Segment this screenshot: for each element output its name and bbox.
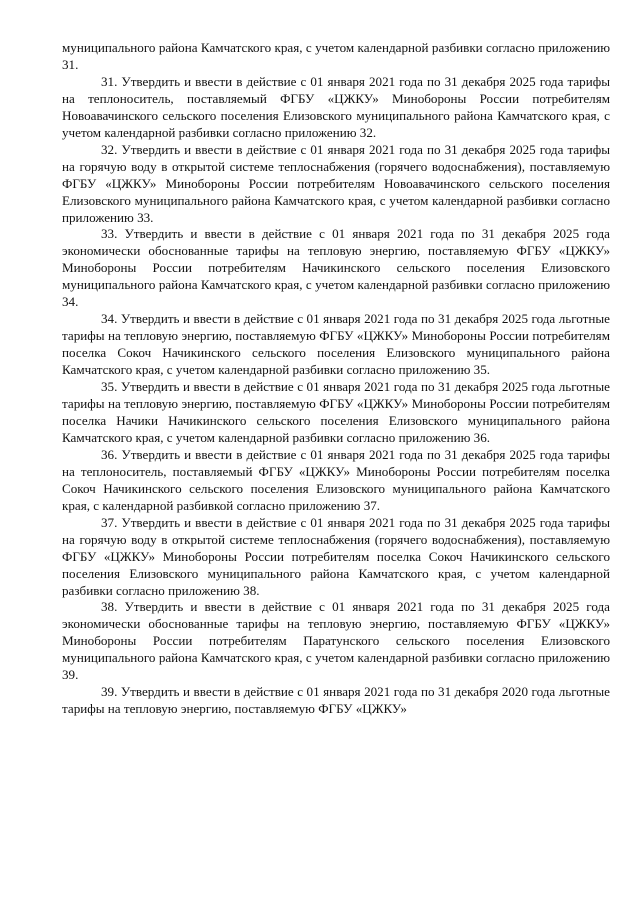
paragraph-35: 35. Утвердить и ввести в действие с 01 января 2021 года по 31 декабря 2025 года льготные тарифы на тепловую энергию, поставляемую ФГБУ «ЦЖКУ» Минобороны России потребителям поселка Начики Начикинского сельского поселения Елизовского муниципального района Камчатского края, с учетом календарной разбивки согласно приложению 36.: [62, 379, 610, 445]
paragraph-continuation: муниципального района Камчатского края, с учетом календарной разбивки согласно приложению 31.: [62, 40, 610, 72]
paragraph-33: 33. Утвердить и ввести в действие с 01 января 2021 года по 31 декабря 2025 года экономически обоснованные тарифы на тепловую энергию, поставляемую ФГБУ «ЦЖКУ» Минобороны России потребителям Начикинского сельского поселения Елизовского муниципального района Камчатского края, с учетом календарной разбивки согласно приложению 34.: [62, 226, 610, 310]
paragraph-31: 31. Утвердить и ввести в действие с 01 января 2021 года по 31 декабря 2025 года тарифы на теплоноситель, поставляемый ФГБУ «ЦЖКУ» Минобороны России потребителям Новоавачинского сельского поселения Елизовского муниципального района Камчатского края, с учетом календарной разбивки согласно приложению 32.: [62, 73, 610, 140]
paragraph-38: 38. Утвердить и ввести в действие с 01 января 2021 года по 31 декабря 2025 года экономически обоснованные тарифы на тепловую энергию, поставляемую ФГБУ «ЦЖКУ» Минобороны России потребителям Паратунского сельского поселения Елизовского муниципального района Камчатского края, с учетом календарной разбивки согласно приложению 39.: [62, 599, 610, 683]
document-page: [62, 40, 610, 718]
paragraph-37: 37. Утвердить и ввести в действие с 01 января 2021 года по 31 декабря 2025 года тарифы на горячую воду в открытой системе теплоснабжения (горячего водоснабжения), поставляемую ФГБУ «ЦЖКУ» Минобороны России потребителям поселка Сокоч Начикинского сельского поселения Елизовского муниципального района Камчатского края, с учетом календарной разбивки согласно приложению 38.: [62, 514, 610, 598]
paragraph-39: 39. Утвердить и ввести в действие с 01 января 2021 года по 31 декабря 2020 года льготные тарифы на тепловую энергию, поставляемую ФГБУ «ЦЖКУ»: [62, 684, 610, 717]
paragraph-34: 34. Утвердить и ввести в действие с 01 января 2021 года по 31 декабря 2025 года льготные тарифы на тепловую энергию, поставляемую ФГБУ «ЦЖКУ» Минобороны России потребителям поселка Сокоч Начикинского сельского поселения Елизовского муниципального района Камчатского края, с учетом календарной разбивки согласно приложению 35.: [62, 311, 610, 378]
paragraph-32: 32. Утвердить и ввести в действие с 01 января 2021 года по 31 декабря 2025 года тарифы на горячую воду в открытой системе теплоснабжения (горячего водоснабжения), поставляемую ФГБУ «ЦЖКУ» Минобороны России потребителям Новоавачинского сельского поселения Елизовского муниципального района Камчатского края, с учетом календарной разбивки согласно приложению 33.: [62, 141, 610, 225]
paragraph-36: 36. Утвердить и ввести в действие с 01 января 2021 года по 31 декабря 2025 года тарифы на теплоноситель, поставляемый ФГБУ «ЦЖКУ» Минобороны России потребителям поселка Сокоч Начикинского сельского поселения Елизовского муниципального района Камчатского края, с календарной разбивкой согласно приложению 37.: [62, 446, 610, 513]
